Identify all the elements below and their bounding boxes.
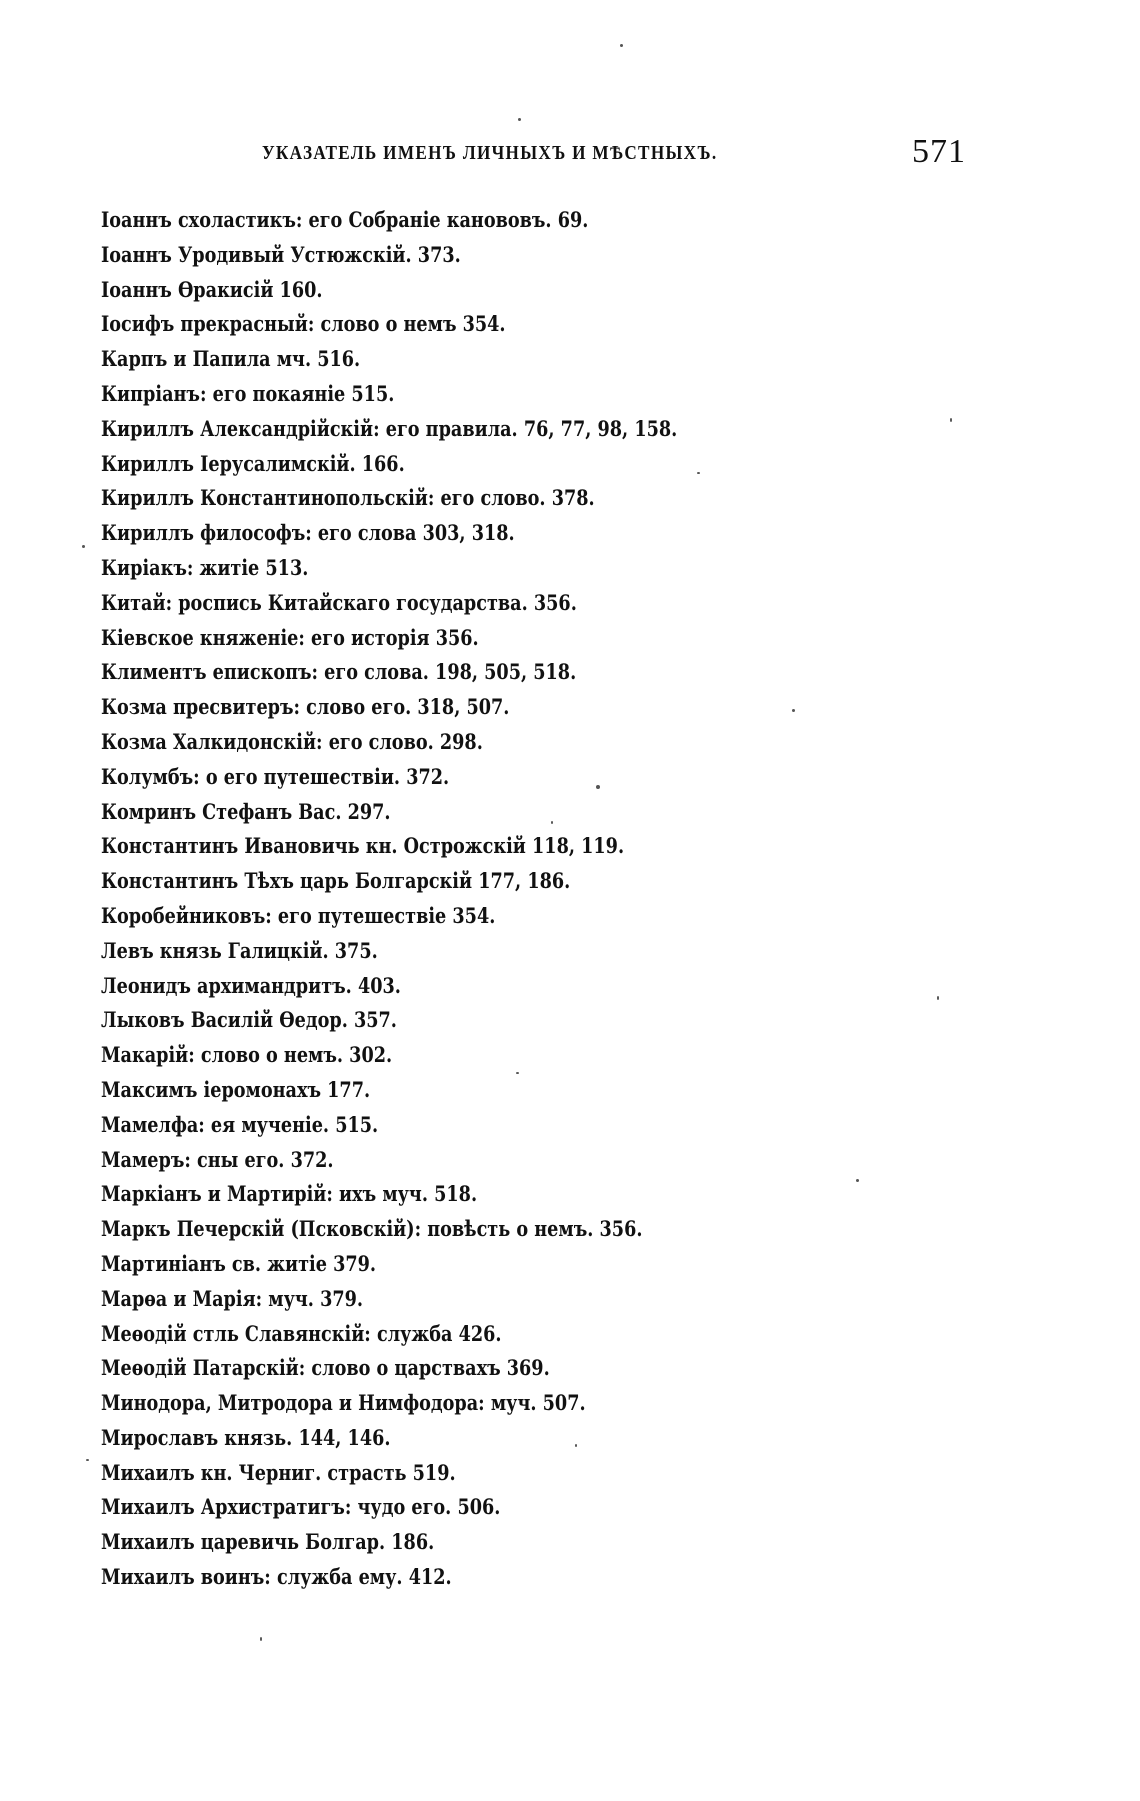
index-entry: Маркіанъ и Мартирій: ихъ муч. 518.	[101, 1181, 478, 1207]
running-title: УКАЗАТЕЛЬ ИМЕНЪ ЛИЧНЫХЪ И МѢСТНЫХЪ.	[262, 142, 718, 164]
scan-speck	[82, 545, 85, 548]
index-entry: Климентъ епископъ: его слова. 198, 505, 518.	[101, 659, 577, 685]
index-entry: Михаилъ воинъ: служба ему. 412.	[101, 1564, 452, 1590]
index-entry: Кириллъ Іерусалимскій. 166.	[101, 450, 405, 476]
index-entry: Маркъ Печерскій (Псковскій): повѣсть о немъ. 356.	[101, 1216, 643, 1242]
scan-speck	[516, 1072, 519, 1074]
index-entry: Марѳа и Марія: муч. 379.	[101, 1285, 364, 1311]
scan-speck	[575, 1444, 577, 1447]
index-entry: Михаилъ Архистратигъ: чудо его. 506.	[101, 1494, 501, 1520]
index-entry: Леонидъ архимандритъ. 403.	[101, 972, 401, 998]
index-entry: Коробейниковъ: его путешествіе 354.	[101, 902, 496, 928]
index-entry: Мамелфа: ея мученіе. 515.	[101, 1111, 379, 1137]
index-entry: Константинъ Ивановичь кн. Острожскій 118, 119.	[101, 833, 625, 859]
index-entry: Михаилъ царевичь Болгар. 186.	[101, 1529, 435, 1555]
index-entry: Кириллъ Константинопольскій: его слово. 378.	[101, 485, 595, 511]
scan-speck	[620, 44, 623, 47]
index-entry: Михаилъ кн. Черниг. страсть 519.	[101, 1459, 456, 1485]
index-entry: Левъ князь Галицкій. 375.	[101, 937, 378, 963]
scan-speck	[596, 785, 600, 789]
scan-speck	[551, 821, 553, 824]
scan-speck	[950, 418, 952, 422]
scan-speck	[518, 118, 521, 121]
index-entry: Козма Халкидонскій: его слово. 298.	[101, 728, 483, 754]
index-entry: Макарій: слово о немъ. 302.	[101, 1042, 393, 1068]
scan-speck	[697, 472, 700, 474]
index-entry: Кириллъ философъ: его слова 303, 318.	[101, 520, 515, 546]
index-entry: Іоаннъ Ѳракисій 160.	[101, 276, 323, 302]
index-entry: Мирославъ князь. 144, 146.	[101, 1424, 391, 1450]
index-entry: Козма пресвитеръ: слово его. 318, 507.	[101, 694, 510, 720]
index-entry: Кириллъ Александрійскій: его правила. 76, 77, 98, 158.	[101, 415, 678, 441]
index-entry: Комринъ Стефанъ Вас. 297.	[101, 798, 391, 824]
index-entry: Максимъ іеромонахъ 177.	[101, 1076, 371, 1102]
index-entry: Меѳодій Патарскій: слово о царствахъ 369.	[101, 1355, 550, 1381]
scan-speck	[937, 996, 939, 1000]
index-entries	[101, 203, 787, 1595]
index-entry: Китай: роспись Китайскаго государства. 356.	[101, 589, 577, 615]
scan-speck	[86, 1459, 89, 1461]
scan-speck	[260, 1637, 262, 1641]
index-entry: Карпъ и Папила мч. 516.	[101, 346, 361, 372]
scan-speck	[792, 709, 795, 712]
index-entry: Минодора, Митродора и Нимфодора: муч. 507.	[101, 1390, 586, 1416]
index-entry: Константинъ Тѣхъ царь Болгарскій 177, 186.	[101, 868, 571, 894]
index-entry: Лыковъ Василій Ѳедор. 357.	[101, 1007, 397, 1033]
index-entry: Киріакъ: житіе 513.	[101, 554, 309, 580]
index-entry: Іоаннъ Уродивый Устюжскій. 373.	[101, 241, 461, 267]
index-entry: Меѳодій стль Славянскій: служба 426.	[101, 1320, 502, 1346]
index-entry: Іосифъ прекрасный: слово о немъ 354.	[101, 311, 506, 337]
index-entry: Мамеръ: сны его. 372.	[101, 1146, 334, 1172]
index-entry: Кіевское княженіе: его исторія 356.	[101, 624, 479, 650]
index-entry: Колумбъ: о его путешествіи. 372.	[101, 763, 450, 789]
scan-speck	[856, 1179, 859, 1182]
page-number: 571	[912, 133, 966, 170]
index-entry: Кипріанъ: его покаяніе 515.	[101, 380, 395, 406]
index-entry: Іоаннъ схоластикъ: его Собраніе канововъ. 69.	[101, 207, 589, 232]
index-entry: Мартиніанъ св. житіе 379.	[101, 1250, 377, 1276]
